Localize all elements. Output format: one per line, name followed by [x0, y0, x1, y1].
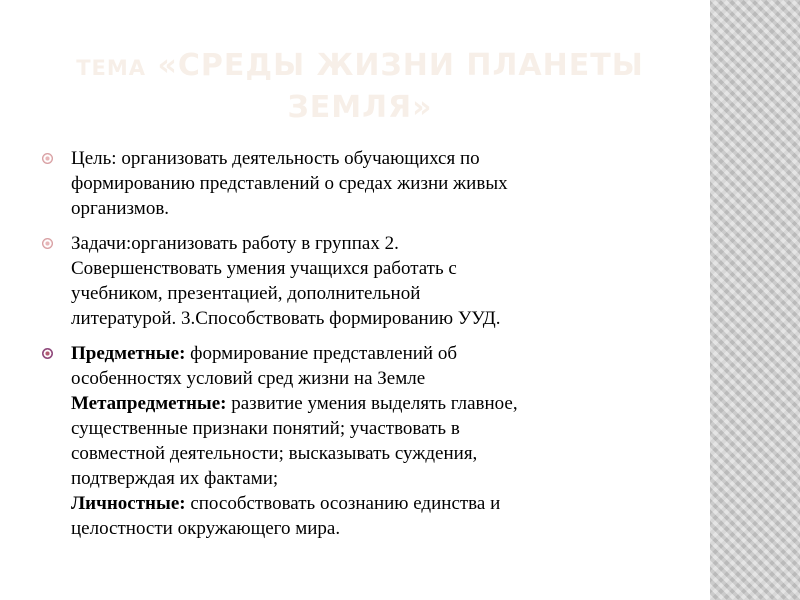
slide-title	[40, 46, 680, 128]
tasks-bullet	[40, 231, 690, 331]
meta-results-label: Метапредметные:	[71, 393, 227, 414]
title-main-line-2: ЗЕМЛЯ»	[287, 90, 433, 125]
tasks-line-2: Совершенствовать умения учащихся работать с	[71, 258, 457, 279]
meta-results-text-1: развитие умения выделять главное,	[226, 393, 518, 414]
circle-bullet-dark-icon	[42, 348, 53, 359]
personal-results-line-2: целостности окружающего мира.	[71, 518, 341, 539]
meta-results-line-2: существенные признаки понятий; участвовать в	[71, 418, 460, 439]
circle-bullet-icon	[42, 153, 53, 164]
meta-results-line-1	[71, 391, 690, 416]
meta-results-line-4: подтверждая их фактами;	[71, 468, 279, 489]
goal-bullet	[40, 146, 690, 221]
goal-line-2: формированию представлений о средах жизни живых	[71, 173, 508, 194]
subject-results-line-1	[71, 341, 690, 366]
personal-results-label: Личностные:	[71, 493, 186, 514]
title-prefix: ТЕМА	[76, 56, 147, 80]
personal-results-text-1: способствовать осознанию единства и	[185, 493, 501, 514]
personal-results-line-1	[71, 491, 690, 516]
tasks-line-1: Задачи:организовать работу в группах 2.	[71, 233, 399, 254]
subject-results-text-1: формирование представлений об	[185, 343, 458, 364]
tasks-line-4: литературой. 3.Способствовать формированию УУД.	[71, 308, 501, 329]
subject-results-line-2: особенностях условий сред жизни на Земле	[71, 368, 426, 389]
title-main-line-1: «СРЕДЫ ЖИЗНИ ПЛАНЕТЫ	[157, 48, 644, 83]
results-bullet	[40, 341, 690, 541]
meta-results-line-3: совместной деятельности; высказывать суждения,	[71, 443, 478, 464]
decorative-side-strip	[710, 0, 800, 600]
bullet-list	[40, 146, 690, 551]
goal-line-1: Цель: организовать деятельность обучающихся по	[71, 148, 480, 169]
subject-results-label: Предметные:	[71, 343, 186, 364]
tasks-line-3: учебником, презентацией, дополнительной	[71, 283, 421, 304]
circle-bullet-icon	[42, 238, 53, 249]
goal-line-3: организмов.	[71, 198, 170, 219]
